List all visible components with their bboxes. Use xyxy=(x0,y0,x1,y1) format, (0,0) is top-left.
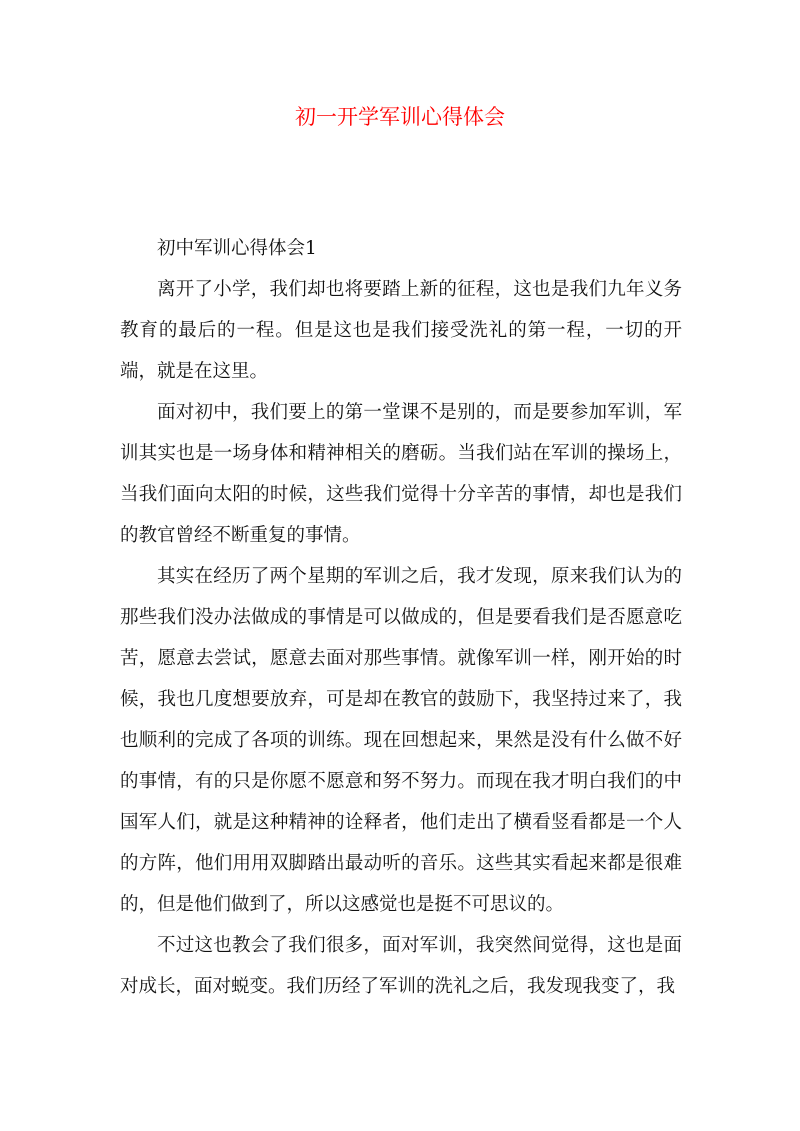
paragraph-2: 面对初中，我们要上的第一堂课不是别的，而是要参加军训，军训其实也是一场身体和精神相关的磨砺。当我们站在军训的操场上，当我们面向太阳的时候，这些我们觉得十分辛苦的事情，却也是我们的教官曾经不断重复的事情。 xyxy=(120,402,682,546)
document-title: 初一开学军训心得体会 xyxy=(295,105,505,129)
paragraph-1: 离开了小学，我们却也将要踏上新的征程，这也是我们九年义务教育的最后的一程。但是这也是我们接受洗礼的第一程，一切的开端，就是在这里。 xyxy=(120,279,682,382)
document-body xyxy=(120,228,682,1007)
paragraph-3: 其实在经历了两个星期的军训之后，我才发现，原来我们认为的那些我们没办法做成的事情是可以做成的，但是要看我们是否愿意吃苦，愿意去尝试，愿意去面对那些事情。就像军训一样，刚开始的时候，我也几度想要放弃，可是却在教官的鼓励下，我坚持过来了，我也顺利的完成了各项的训练。现在回想起来，果然是没有什么做不好的事情，有的只是你愿不愿意和努不努力。而现在我才明白我们的中国军人们，就是这种精神的诠释者，他们走出了横看竖看都是一个人的方阵，他们用用双脚踏出最动听的音乐。这些其实看起来都是很难的，但是他们做到了，所以这感觉也是挺不可思议的。 xyxy=(120,566,682,915)
paragraph-4: 不过这也教会了我们很多，面对军训，我突然间觉得，这也是面对成长，面对蜕变。我们历经了军训的洗礼之后，我发现我变了，我 xyxy=(120,935,682,997)
section-heading: 初中军训心得体会1 xyxy=(157,238,317,259)
